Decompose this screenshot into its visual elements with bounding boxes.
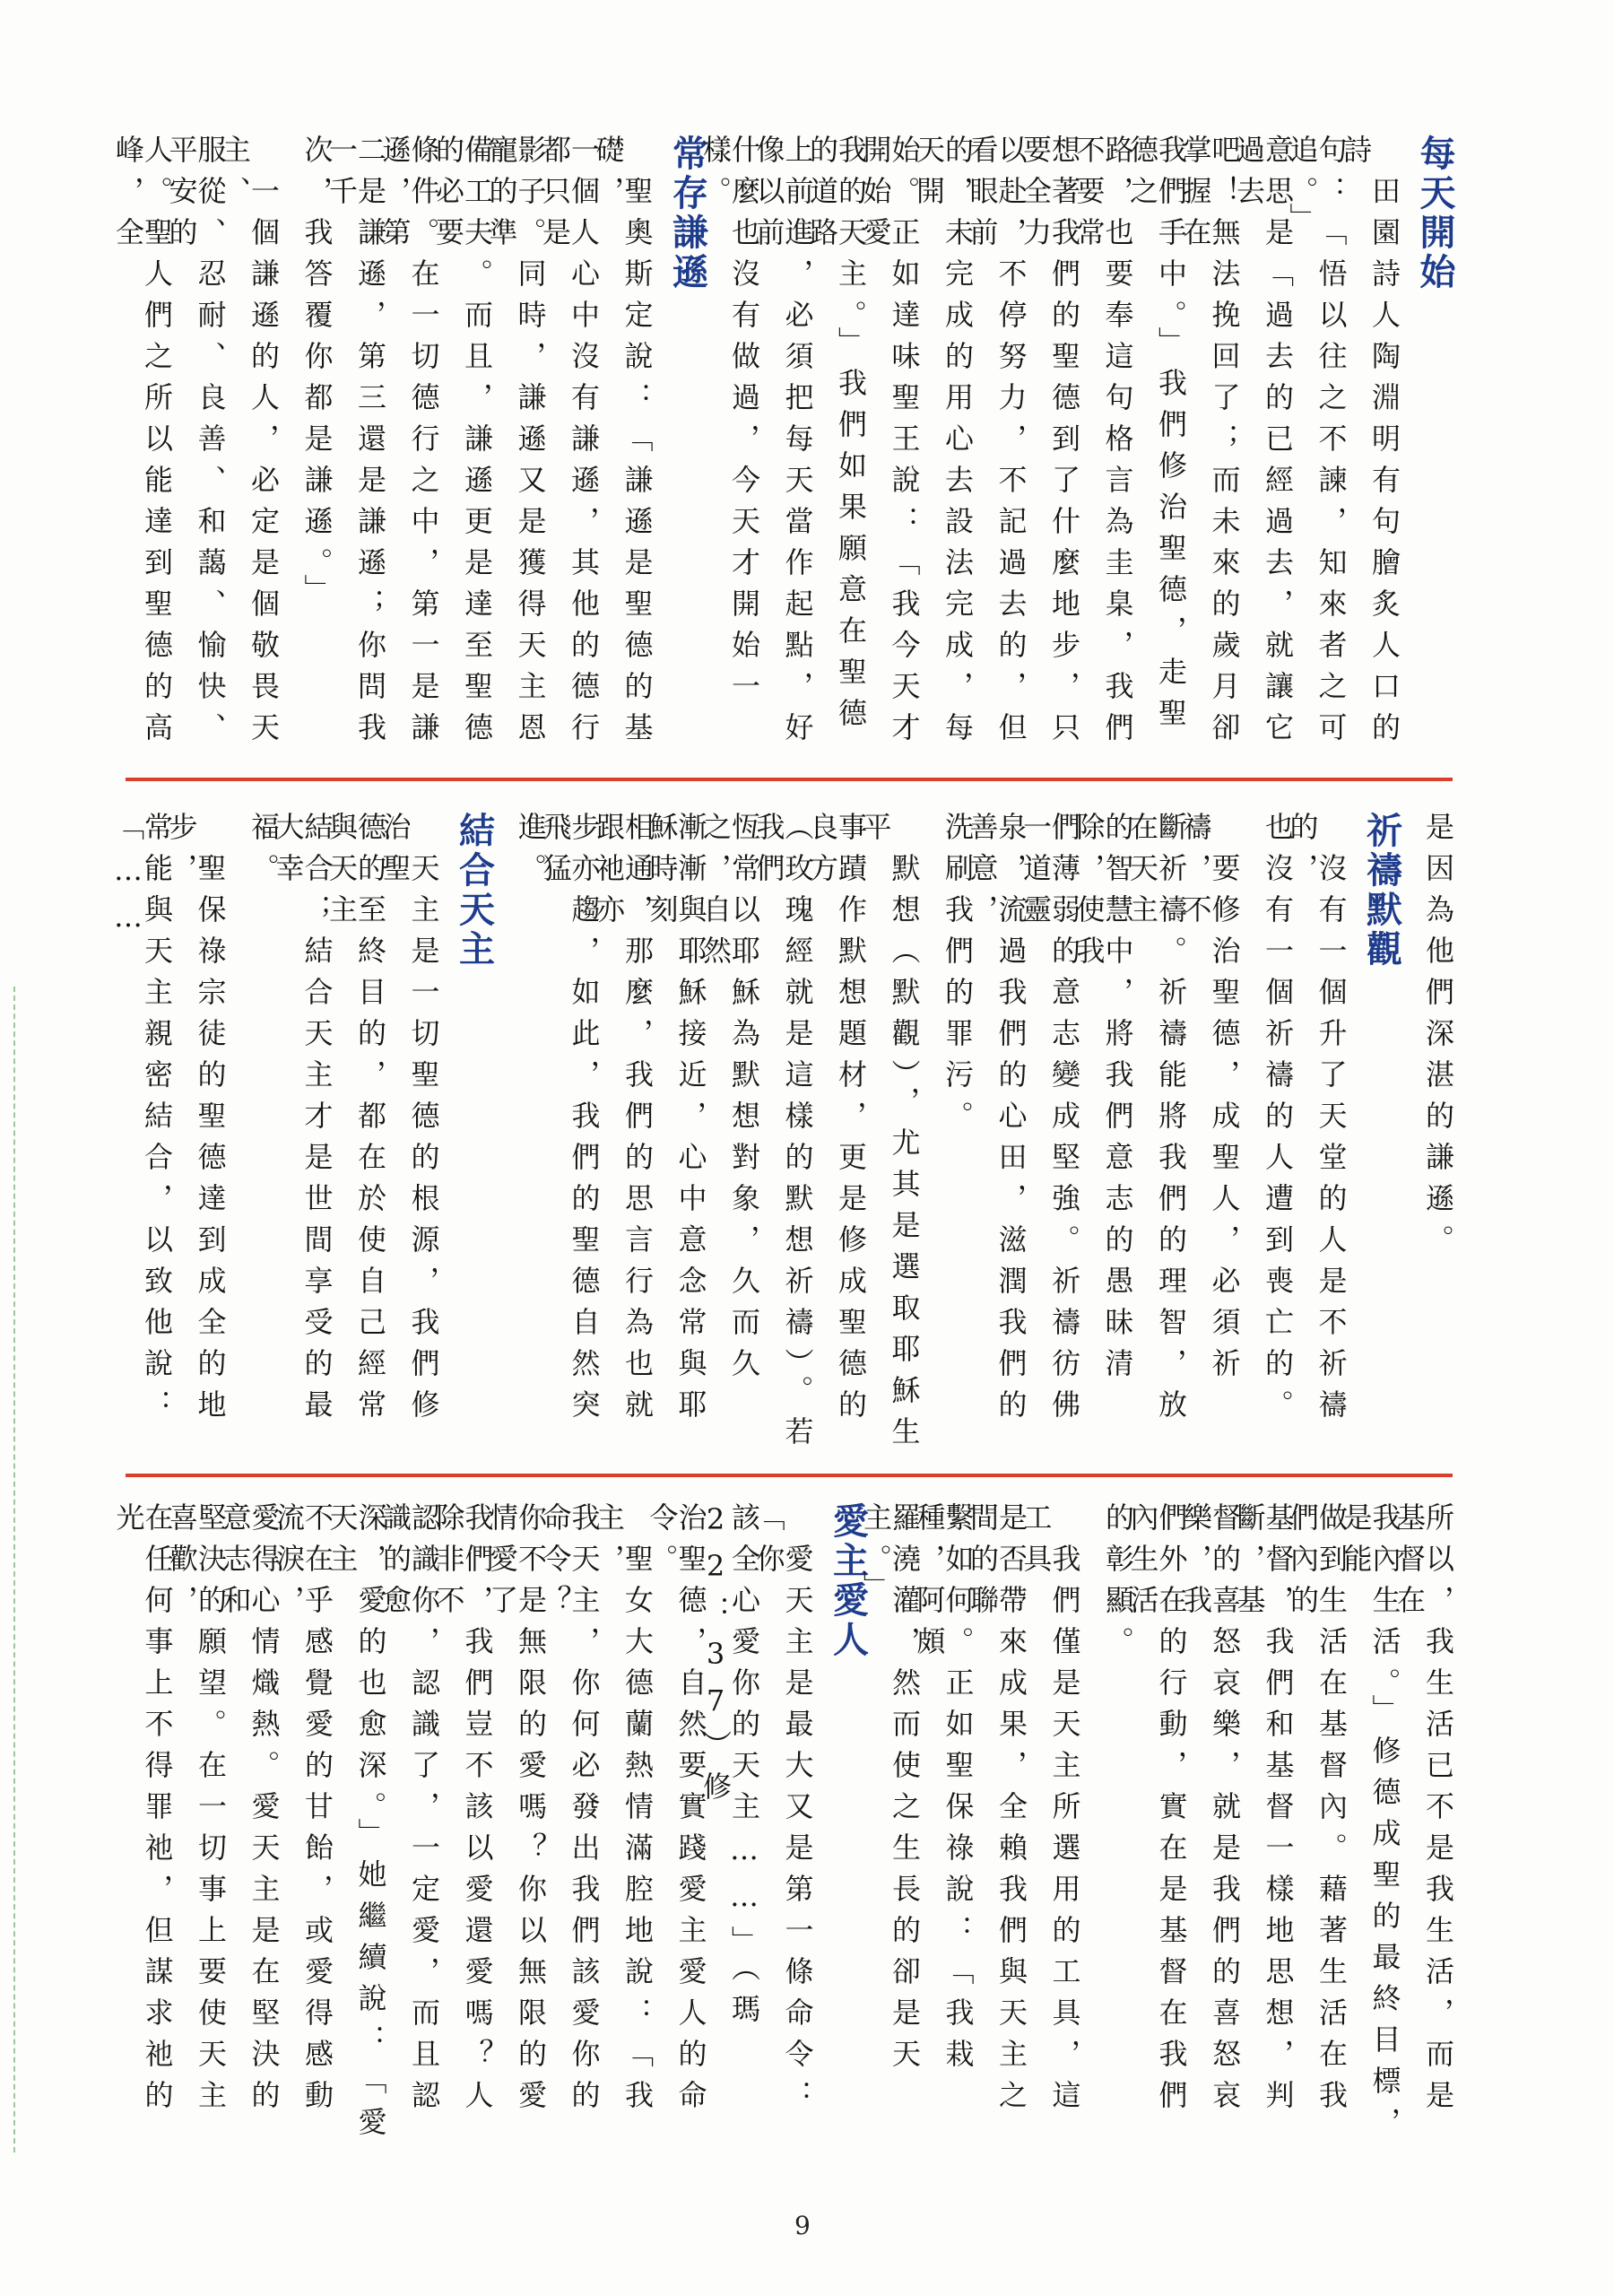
text-column: 步亦趨，如此，我們的聖德自然突飛猛 [538,812,602,1431]
text-column: 備工夫。而且，謙遜更是達至聖德的必要 [431,135,494,753]
text-column: 聖女大德蘭熱情滿腔地說：「我主， [592,1502,655,2121]
text-column: 服從、忍耐、良善、和藹、愉快、平安的 [164,135,228,753]
text-column: 上前進，必須把每天當作起點，好像以前 [751,135,815,753]
text-column: 的，未完成的用心去設法完成，每天開 [912,135,975,753]
text-column: 進。 [514,812,548,894]
text-column: 意思是「過去的已經過去，就讓它過去 [1232,135,1295,753]
text-column: 該全心愛你的天主……」（瑪22：37）修 [699,1502,761,2035]
text-column: 句：「悟以往之不諫，知來者之可追。」 [1285,135,1349,753]
bottom-divider-rule [126,1474,1453,1477]
bottom-text-band [111,1502,1455,2148]
text-column: 聖奧斯定說：「謙遜是聖德的基礎， [591,135,655,753]
top-divider-rule [126,778,1453,781]
text-column: 們外在的行動，實在是基督在我們內生活 [1125,1502,1189,2121]
text-column: 愛得心情熾熱。愛天主是在堅決的意志和 [218,1502,282,2121]
text-column: 我天主，你何必發出我們該愛你的命令？ [538,1502,602,2121]
text-column: 是因為他們深湛的謙遜。 [1421,812,1455,1265]
text-column: 治聖德，自然要實踐愛主愛人的命令。 [645,1502,708,2121]
text-column: 做到生活在基督內。藉著生活在我們內的 [1286,1502,1349,2121]
text-column: 堅決的願望。在一切事上要使天主喜歡， [165,1502,228,2121]
text-column: 沒有一個升了天堂的人是不祈禱的， [1285,812,1349,1431]
top-text-band [111,135,1455,762]
middle-text-band [111,812,1455,1457]
text-column: 始。正如達味聖王說：「我今天才開始愛 [858,135,922,753]
text-column: 德的至終目的，都在於使自己經常與天主 [325,812,387,1431]
text-column: 漸漸與耶穌接近，心中意念常與耶穌時刻 [645,812,708,1431]
text-column: 繫如何。正如聖保祿說：「我栽種，阿頗 [912,1502,976,2080]
page-number: 9 [794,2211,811,2240]
text-column: 羅澆灌，然而使之生長的卻是天主。」 [859,1502,922,2080]
text-column: 我們手中。」我們修治聖德，走聖德之 [1125,135,1188,739]
text-column: 我們僅是天主所選用的工具，這工具 [1019,1502,1082,2121]
text-column: 恆常以耶穌為默想對象，久而久之，自然 [699,812,761,1389]
text-column: 我內生活。」修德成聖的最終目標，是能 [1339,1502,1402,2148]
section-heading: 每天開始 [1414,135,1455,292]
text-column: 默想（默觀），尤其是選取耶穌生平 [858,812,922,1457]
text-column: 們薄弱的意志變成堅強。祈禱彷佛一道靈 [1019,812,1081,1431]
text-column: 以赴，不停努力，不記過去的，但看眼前 [965,135,1028,753]
text-column: （玫瑰經就是這樣的默想祈禱）。若我們 [751,812,815,1457]
text-column: 基督，我們和基督一樣地思想，判斷，基 [1232,1502,1296,2121]
text-column: 吧！無法挽回了；而未來的歲月卻掌握在 [1178,135,1242,753]
text-column: 田園詩人陶淵明有句膾炙人口的詩 [1339,135,1401,753]
text-column: 路，也要奉這句格言為圭臬，我們不要常 [1072,135,1135,753]
text-column: 聖保祿宗徒的聖德達到成全的地步， [164,812,228,1431]
text-column: 我的天主。」我們如果願意在聖德的道路 [805,135,868,739]
text-column: 的智慧中，將我們意志的愚昧清除，使我 [1072,812,1135,1389]
section-heading: 常存謙遜 [666,135,708,292]
text-column: 斷祈禱。祈禱能將我們的理智，放在天主 [1125,812,1188,1431]
text-column: 次，我答覆你都是謙遜。」 [299,135,334,615]
text-column: 天主是一切聖德的根源，我們修治聖 [377,812,441,1431]
page-edge-dash [13,987,15,2152]
text-column: 我們，我們豈不該以愛還愛嗎？人除非不 [431,1502,495,2121]
text-column: 深，愛的也愈深。」她繼續說：「愛天主 [325,1502,388,2148]
text-column: 督的喜怒哀樂，就是我們的喜怒哀樂，我 [1179,1502,1242,2121]
text-column: 是否帶來成果，全賴我們與天主之間的聯 [966,1502,1028,2121]
text-column: 的彰顯。 [1101,1502,1135,1667]
text-column: 什麼也沒有做過，今天才開始一樣。 [699,135,761,712]
section-heading: 祈禱默觀 [1360,812,1402,970]
text-column: 在任何事上不得罪祂，但謀求祂的光 [111,1502,175,2121]
text-column: 人。聖人們之所以能達到聖德的高峰，全 [111,135,174,753]
text-column: 二是謙遜，第三還是謙遜；你問我一千 [325,135,387,753]
text-column: 也沒有一個祈禱的人遭到喪亡的。 [1261,812,1295,1431]
text-column: 一個謙遜的人，必定是個敬畏天主、 [218,135,281,753]
section-heading: 結合天主 [453,812,495,970]
text-column: 條件。在一切德行之中，第一是謙遜，第 [377,135,441,753]
text-column: 相通，那麼，我們的思言行為也就跟祂亦 [592,812,655,1431]
text-column: 想著我們的聖德到了什麼地步，只要全力 [1019,135,1081,753]
text-column: 泉，流過我們的心田，滋潤我們的善意， [965,812,1028,1431]
text-column: 洗刷我們的罪污。 [941,812,975,1142]
text-column: 結合；結合天主才是世間享受的最大幸 [271,812,334,1431]
text-column: 不在乎感覺愛的甘飴，或愛得感動流淚， [272,1502,334,2121]
text-column: 所以，我生活已不是我生活，而是基督在 [1393,1502,1455,2121]
text-column: 要修治聖德，成聖人，必須祈禱，不 [1178,812,1242,1389]
text-column: 影子。同時，謙遜又是獲得天主恩寵的準 [484,135,548,753]
text-column: 認識你，認識了，一定愛，而且認識的愈 [378,1502,441,2121]
section-heading: 愛主愛人 [827,1502,869,1660]
text-column: 事蹟作默想題材，更是修成聖德的良方 [805,812,868,1431]
text-column: 一個人心中沒有謙遜，其他的德行都只是 [538,135,601,753]
text-column: 福。 [247,812,281,894]
text-column: 你不是無限的愛嗎？你以無限的愛情愛了 [485,1502,548,2121]
text-column: 常能與天主親密結合，以致他說：「…… [111,812,174,1431]
text-column: 愛天主是最大又是第一條命令：「你 [751,1502,815,2121]
